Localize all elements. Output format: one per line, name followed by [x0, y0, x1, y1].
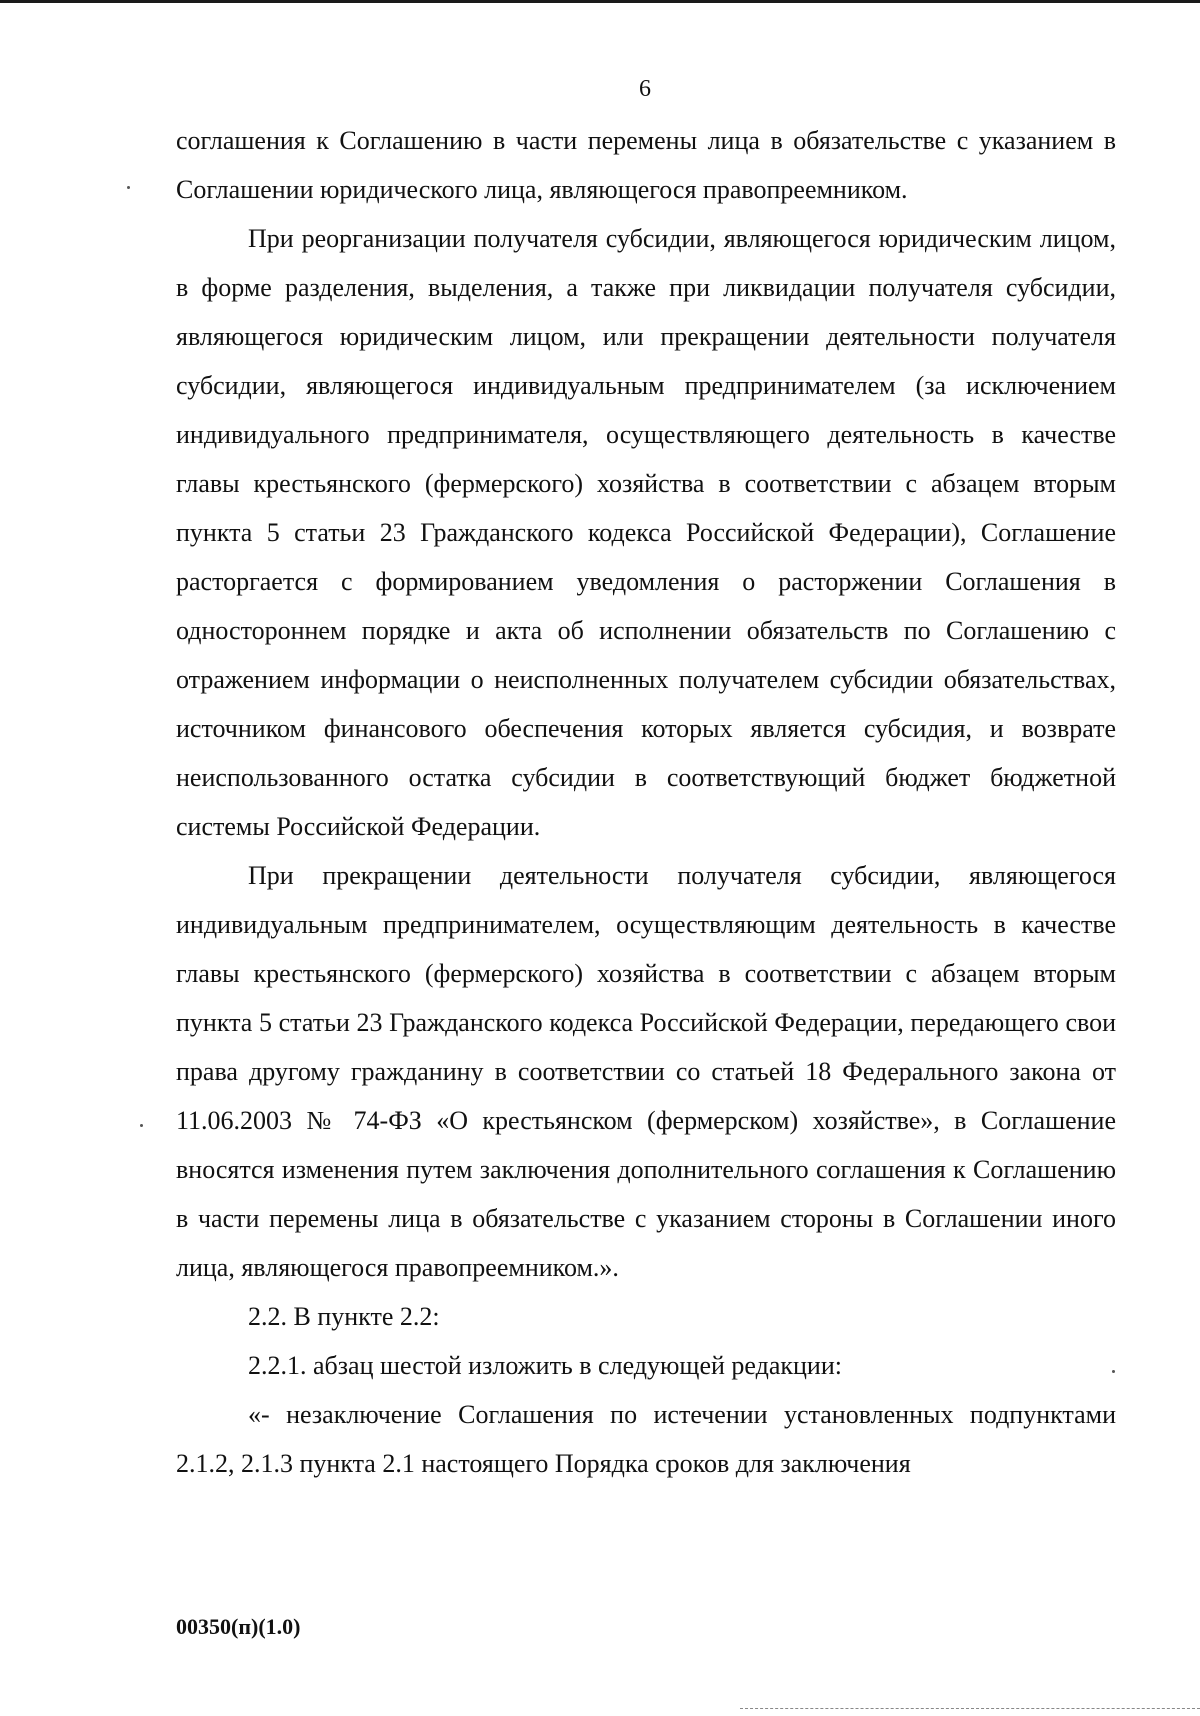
scan-speck: [127, 186, 130, 189]
paragraph-item-2-2-1: 2.2.1. абзац шестой изложить в следующей редакции:: [248, 1351, 842, 1380]
document-code: 00350(п)(1.0): [176, 1614, 301, 1639]
paragraph-continuation: соглашения к Соглашению в части перемены лица в обязательстве с указанием в Соглашении юридического лица, являющегося правопреемником.: [176, 126, 1116, 204]
paragraph-reorganization: При реорганизации получателя субсидии, являющегося юридическим лицом, в форме разделения, выделения, а также при ликвидации получателя субсидии, являющегося юридическим лицом, или прекращении деятельности получателя субсидии, являющегося индивидуальным предпринимателем (за исключением индивидуального предпринимателя, осуществляющего деятельность в качестве главы крестьянского (фермерского) хозяйства в соответствии с абзацем вторым пункта 5 статьи 23 Гражданского кодекса Российской Федерации), Соглашение расторгается с формированием уведомления о расторжении Соглашения в одностороннем порядке и акта об исполнении обязательств по Соглашению с отражением информации о неисполненных получателем субсидии обязательствах, источником финансового обеспечения которых является субсидия, и возврате неиспользованного остатка субсидии в соответствующий бюджет бюджетной системы Российской Федерации.: [176, 224, 1116, 841]
document-body: [176, 116, 1116, 1488]
scan-edge-line: [740, 1708, 1200, 1710]
page-number: 6: [639, 76, 651, 102]
top-border: [0, 0, 1200, 3]
scan-speck: [1112, 1370, 1115, 1373]
paragraph-quote: «- незаключение Соглашения по истечении установленных подпунктами 2.1.2, 2.1.3 пункта 2.1 настоящего Порядка сроков для заключения: [176, 1400, 1116, 1478]
paragraph-item-2-2: 2.2. В пункте 2.2:: [248, 1302, 440, 1331]
paragraph-termination: При прекращении деятельности получателя субсидии, являющегося индивидуальным предпринимателем, осуществляющим деятельность в качестве главы крестьянского (фермерского) хозяйства в соответствии с абзацем вторым пункта 5 статьи 23 Гражданского кодекса Российской Федерации, передающего свои права другому гражданину в соответствии со статьей 18 Федерального закона от 11.06.2003 № 74-ФЗ «О крестьянском (фермерском) хозяйстве», в Соглашение вносятся изменения путем заключения дополнительного соглашения к Соглашению в части перемены лица в обязательстве с указанием стороны в Соглашении иного лица, являющегося правопреемником.».: [176, 861, 1116, 1282]
scan-speck: [140, 1124, 143, 1127]
